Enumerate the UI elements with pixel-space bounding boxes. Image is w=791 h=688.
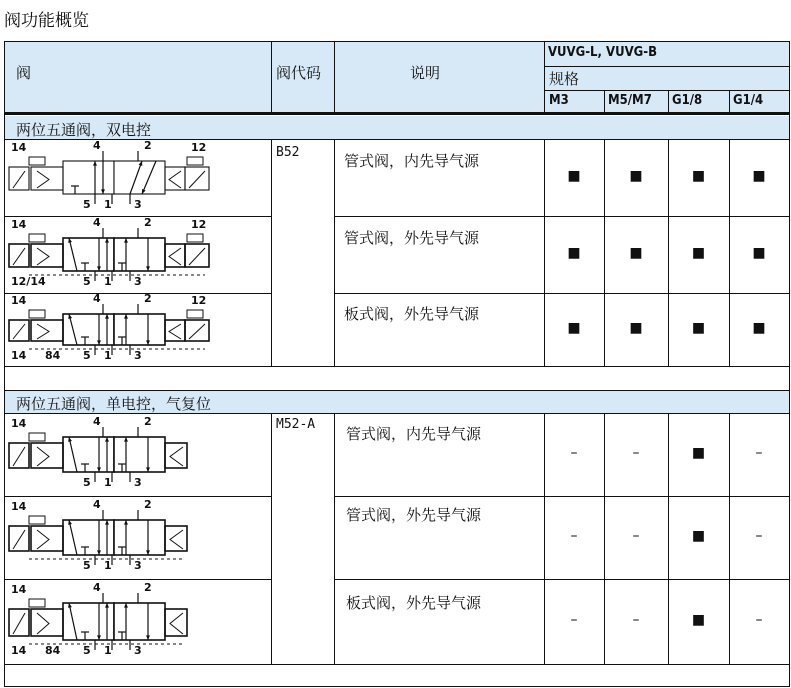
port-2-label: 2 (144, 140, 152, 152)
port-12-label: 12 (191, 218, 207, 231)
size-m3: M3 (549, 93, 569, 108)
port-5-label: 5 (83, 349, 91, 362)
port-5-label: 5 (83, 275, 91, 288)
table-right-rule (789, 41, 790, 687)
group-title-1: 两位五通阀，双电控 (16, 121, 152, 139)
availability-mark: ■ (567, 167, 581, 184)
port-84-label: 84 (45, 349, 61, 362)
port-5-label: 5 (83, 559, 91, 572)
availability-mark: ■ (691, 167, 706, 184)
rule (668, 90, 669, 112)
port-5-label: 5 (83, 476, 91, 489)
rule (544, 66, 790, 67)
port-14-label: 14 (11, 583, 27, 596)
rule (334, 139, 335, 366)
desc-1-3: 板式阀，外先导气源 (344, 305, 480, 323)
port-4-label: 4 (93, 294, 101, 305)
availability-mark: ■ (629, 319, 643, 336)
header-bottom-rule (4, 112, 790, 115)
availability-mark: ■ (567, 244, 581, 261)
port-4-label: 4 (93, 415, 101, 428)
availability-mark: – (755, 527, 763, 544)
desc-2-1: 管式阀，内先导气源 (346, 425, 482, 443)
rule (668, 413, 669, 664)
availability-mark: – (570, 611, 578, 628)
group-title-2: 两位五通阀，单电控，气复位 (16, 395, 212, 413)
rule (334, 293, 790, 294)
valve-code-m52a: M52-A (276, 417, 316, 432)
valve-code-b52: B52 (276, 145, 300, 160)
rule (668, 139, 669, 366)
availability-mark: ■ (691, 444, 706, 461)
port-84-label: 84 (45, 644, 61, 657)
valve-symbol (5, 140, 271, 215)
col-spec: 规格 (549, 70, 580, 88)
rule (271, 413, 272, 664)
rule (544, 413, 545, 664)
rule (604, 90, 605, 112)
pilot-port-label: 12/14 (11, 275, 46, 288)
size-g14: G1/4 (733, 93, 764, 108)
table-top-rule (4, 41, 790, 42)
port-12-label: 12 (191, 141, 207, 154)
rule (729, 413, 730, 664)
port-4-label: 4 (93, 140, 101, 152)
availability-mark: ■ (691, 611, 706, 628)
availability-mark: – (632, 444, 640, 461)
valve-symbol (5, 580, 271, 663)
desc-2-3: 板式阀，外先导气源 (346, 594, 482, 612)
col-description: 说明 (410, 64, 441, 82)
rule (271, 41, 272, 112)
rule (334, 41, 335, 112)
availability-mark: – (755, 611, 763, 628)
availability-mark: ■ (752, 167, 766, 184)
rule (334, 216, 790, 217)
port-3-label: 3 (134, 275, 142, 288)
availability-mark: ■ (691, 244, 706, 261)
port-3-label: 3 (134, 644, 142, 657)
rule (4, 390, 790, 391)
port-2-label: 2 (144, 498, 152, 511)
rule (334, 496, 790, 497)
availability-mark: ■ (567, 319, 581, 336)
port-2-label: 2 (144, 217, 152, 229)
port-1-label: 1 (104, 559, 112, 572)
desc-2-2: 管式阀，外先导气源 (346, 506, 482, 524)
port-3-label: 3 (134, 198, 142, 211)
rule (729, 139, 730, 366)
rule (334, 413, 335, 664)
port-14-label: 14 (11, 141, 27, 154)
port-4-label: 4 (93, 498, 101, 511)
port-3-label: 3 (134, 559, 142, 572)
port-1-label: 1 (104, 198, 112, 211)
port-2-label: 2 (144, 415, 152, 428)
rule (4, 366, 790, 367)
rule (544, 90, 790, 91)
valve-symbol (5, 497, 271, 578)
port-4-label: 4 (93, 581, 101, 594)
availability-mark: ■ (691, 527, 706, 544)
availability-mark: ■ (629, 167, 643, 184)
rule (544, 41, 545, 112)
valve-symbol (5, 294, 271, 365)
rule (4, 664, 790, 665)
rule (604, 139, 605, 366)
port-14-label: 14 (11, 500, 27, 513)
size-g18: G1/8 (672, 93, 703, 108)
rule (271, 139, 272, 366)
availability-mark: – (632, 611, 640, 628)
page-title: 阀功能概览 (4, 11, 89, 31)
port-5-label: 5 (83, 198, 91, 211)
valve-symbol (5, 414, 271, 495)
port-2-label: 2 (144, 294, 152, 305)
availability-mark: ■ (629, 244, 643, 261)
port-5-label: 5 (83, 644, 91, 657)
availability-mark: – (632, 527, 640, 544)
port-4-label: 4 (93, 217, 101, 229)
port-1-label: 1 (104, 476, 112, 489)
col-valve-code: 阀代码 (276, 64, 322, 82)
pilot-port-label: 14 (11, 349, 27, 362)
desc-1-1: 管式阀，内先导气源 (344, 152, 480, 170)
col-series: VUVG-L, VUVG-B (548, 45, 657, 60)
availability-mark: – (570, 444, 578, 461)
port-14-label: 14 (11, 218, 27, 231)
port-1-label: 1 (104, 349, 112, 362)
availability-mark: ■ (691, 319, 706, 336)
rule (544, 139, 545, 366)
size-m5m7: M5/M7 (608, 93, 652, 108)
rule (334, 579, 790, 580)
rule (729, 90, 730, 112)
port-3-label: 3 (134, 349, 142, 362)
availability-mark: – (755, 444, 763, 461)
table-bottom-rule (4, 686, 790, 687)
pilot-port-label: 14 (11, 644, 27, 657)
port-3-label: 3 (134, 476, 142, 489)
availability-mark: ■ (752, 319, 766, 336)
port-12-label: 12 (191, 294, 207, 307)
port-14-label: 14 (11, 294, 27, 307)
port-2-label: 2 (144, 581, 152, 594)
availability-mark: – (570, 527, 578, 544)
port-14-label: 14 (11, 417, 27, 430)
availability-mark: ■ (752, 244, 766, 261)
desc-1-2: 管式阀，外先导气源 (344, 229, 480, 247)
col-valve: 阀 (16, 64, 32, 82)
port-1-label: 1 (104, 644, 112, 657)
valve-symbol (5, 217, 271, 292)
port-1-label: 1 (104, 275, 112, 288)
rule (604, 413, 605, 664)
